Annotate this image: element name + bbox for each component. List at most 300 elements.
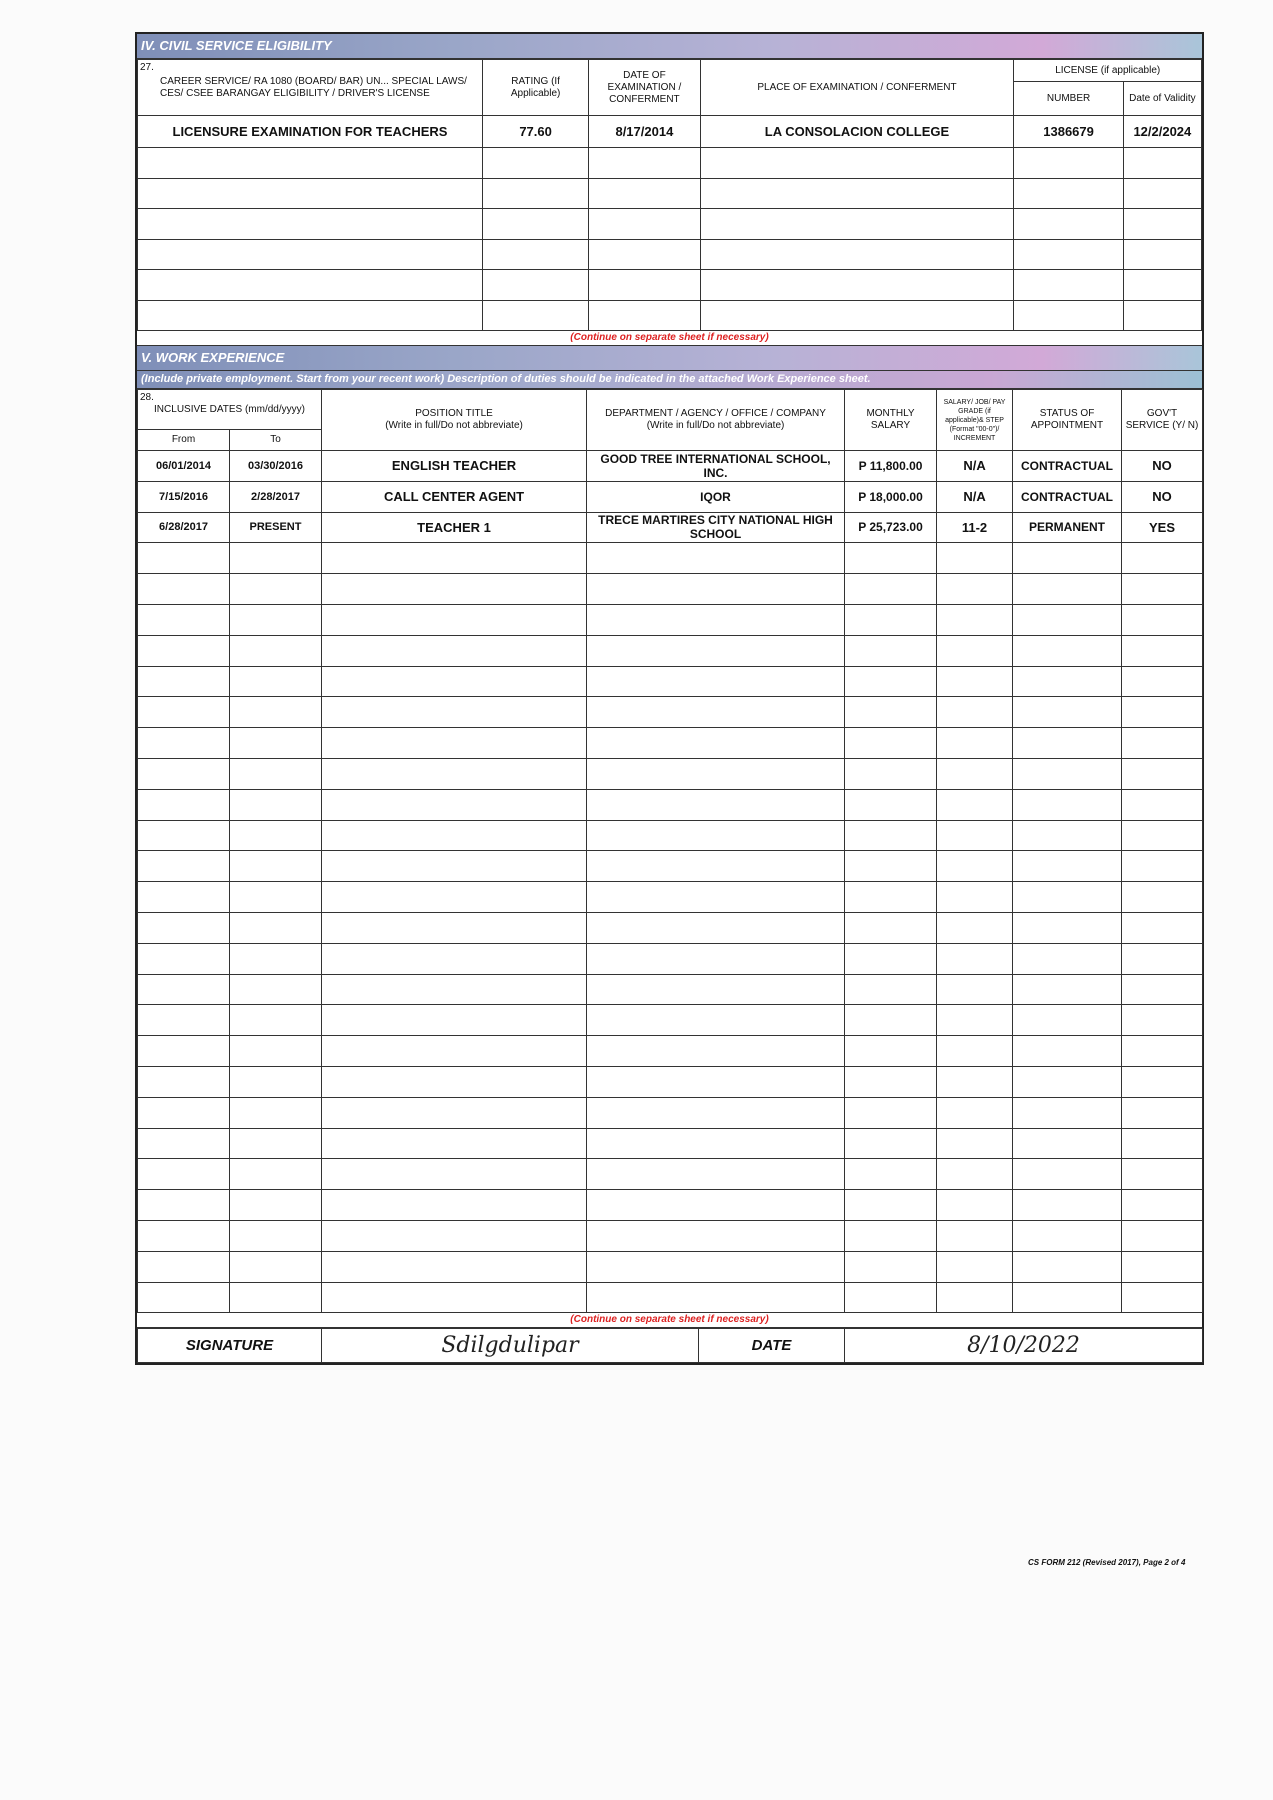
- grade-cell[interactable]: [937, 789, 1013, 820]
- grade-cell[interactable]: [937, 574, 1013, 605]
- position-cell[interactable]: [322, 851, 587, 882]
- department-cell[interactable]: [587, 943, 845, 974]
- rating-cell[interactable]: 77.60: [482, 116, 588, 148]
- status-cell[interactable]: [1013, 543, 1122, 574]
- blank-cell[interactable]: [1123, 239, 1201, 270]
- from-cell[interactable]: [138, 1097, 230, 1128]
- position-cell[interactable]: [322, 943, 587, 974]
- work-experience-section-title: V. WORK EXPERIENCE: [137, 345, 1202, 371]
- blank-cell[interactable]: [589, 270, 700, 301]
- from-cell[interactable]: 6/28/2017: [138, 512, 230, 543]
- department-cell[interactable]: [587, 758, 845, 789]
- grade-cell[interactable]: [937, 820, 1013, 851]
- to-cell[interactable]: [230, 666, 322, 697]
- from-cell[interactable]: 06/01/2014: [138, 451, 230, 482]
- blank-cell[interactable]: [482, 270, 588, 301]
- department-cell[interactable]: IQOR: [587, 481, 845, 512]
- salary-grade-header: SALARY/ JOB/ PAY GRADE (if applicable)& STEP (Format "00-0")/ INCREMENT: [937, 390, 1013, 451]
- blank-cell[interactable]: [1014, 148, 1123, 179]
- exam-date-cell[interactable]: 8/17/2014: [589, 116, 700, 148]
- exam-date-header: DATE OF EXAMINATION / CONFERMENT: [589, 60, 700, 116]
- grade-cell[interactable]: [937, 882, 1013, 913]
- salary-cell[interactable]: [845, 1190, 937, 1221]
- status-cell[interactable]: [1013, 912, 1122, 943]
- from-cell[interactable]: [138, 851, 230, 882]
- date-field[interactable]: 8/10/2022: [845, 1329, 1203, 1363]
- blank-cell[interactable]: [589, 148, 700, 179]
- inclusive-dates-header: 28. INCLUSIVE DATES (mm/dd/yyyy): [138, 390, 322, 430]
- to-header: To: [230, 430, 322, 451]
- govt-cell[interactable]: [1122, 820, 1203, 851]
- status-cell[interactable]: [1013, 1282, 1122, 1313]
- blank-cell[interactable]: [700, 148, 1014, 179]
- status-cell[interactable]: PERMANENT: [1013, 512, 1122, 543]
- blank-cell[interactable]: [1123, 148, 1201, 179]
- grade-cell[interactable]: [937, 1251, 1013, 1282]
- position-cell[interactable]: [322, 1190, 587, 1221]
- department-cell[interactable]: [587, 882, 845, 913]
- civil-service-section-title: IV. CIVIL SERVICE ELIGIBILITY: [137, 34, 1202, 59]
- salary-cell[interactable]: [845, 1220, 937, 1251]
- status-cell[interactable]: [1013, 635, 1122, 666]
- table-row: [138, 512, 1203, 543]
- salary-cell[interactable]: [845, 943, 937, 974]
- signature-row: [137, 1328, 1203, 1363]
- to-cell[interactable]: [230, 882, 322, 913]
- work-experience-subtitle: (Include private employment. Start from your recent work) Description of duties should be indicated in the attached Work Experience sheet.: [137, 371, 1202, 389]
- blank-cell[interactable]: [1014, 300, 1123, 331]
- position-cell[interactable]: [322, 789, 587, 820]
- from-cell[interactable]: [138, 604, 230, 635]
- status-cell[interactable]: [1013, 943, 1122, 974]
- from-cell[interactable]: [138, 1128, 230, 1159]
- salary-cell[interactable]: [845, 1282, 937, 1313]
- grade-cell[interactable]: [937, 1128, 1013, 1159]
- department-cell[interactable]: [587, 604, 845, 635]
- blank-cell[interactable]: [138, 209, 483, 240]
- status-cell[interactable]: [1013, 697, 1122, 728]
- blank-cell[interactable]: [482, 239, 588, 270]
- from-cell[interactable]: [138, 1251, 230, 1282]
- grade-cell[interactable]: [937, 943, 1013, 974]
- eligibility-cell[interactable]: LICENSURE EXAMINATION FOR TEACHERS: [138, 116, 483, 148]
- grade-cell[interactable]: [937, 604, 1013, 635]
- table-row-blank: [138, 820, 1203, 851]
- grade-cell[interactable]: [937, 666, 1013, 697]
- item-number-27: 27.: [140, 62, 154, 73]
- to-cell[interactable]: [230, 574, 322, 605]
- govt-cell[interactable]: [1122, 1066, 1203, 1097]
- from-cell[interactable]: [138, 1066, 230, 1097]
- to-cell[interactable]: [230, 697, 322, 728]
- salary-cell[interactable]: P 18,000.00: [845, 481, 937, 512]
- salary-cell[interactable]: [845, 697, 937, 728]
- department-cell[interactable]: [587, 1066, 845, 1097]
- from-cell[interactable]: [138, 1036, 230, 1067]
- govt-cell[interactable]: [1122, 912, 1203, 943]
- status-cell[interactable]: [1013, 1128, 1122, 1159]
- salary-cell[interactable]: [845, 1066, 937, 1097]
- salary-cell[interactable]: [845, 974, 937, 1005]
- to-cell[interactable]: 03/30/2016: [230, 451, 322, 482]
- department-cell[interactable]: [587, 851, 845, 882]
- salary-cell[interactable]: [845, 851, 937, 882]
- salary-cell[interactable]: [845, 912, 937, 943]
- salary-cell[interactable]: [845, 789, 937, 820]
- from-cell[interactable]: [138, 882, 230, 913]
- position-cell[interactable]: [322, 820, 587, 851]
- grade-cell[interactable]: [937, 851, 1013, 882]
- position-cell[interactable]: [322, 728, 587, 759]
- to-cell[interactable]: [230, 1097, 322, 1128]
- department-cell[interactable]: [587, 1220, 845, 1251]
- salary-cell[interactable]: [845, 635, 937, 666]
- from-cell[interactable]: [138, 574, 230, 605]
- to-cell[interactable]: [230, 1005, 322, 1036]
- from-cell[interactable]: [138, 789, 230, 820]
- from-cell[interactable]: [138, 543, 230, 574]
- blank-cell[interactable]: [700, 239, 1014, 270]
- grade-cell[interactable]: [937, 728, 1013, 759]
- department-cell[interactable]: [587, 912, 845, 943]
- status-cell[interactable]: [1013, 1097, 1122, 1128]
- salary-cell[interactable]: [845, 1036, 937, 1067]
- grade-cell[interactable]: [937, 1282, 1013, 1313]
- status-cell[interactable]: [1013, 604, 1122, 635]
- govt-cell[interactable]: [1122, 1282, 1203, 1313]
- to-cell[interactable]: [230, 604, 322, 635]
- govt-cell[interactable]: NO: [1122, 481, 1203, 512]
- table-row-blank: [138, 270, 1202, 301]
- department-cell[interactable]: [587, 728, 845, 759]
- blank-cell[interactable]: [138, 300, 483, 331]
- position-cell[interactable]: [322, 1251, 587, 1282]
- table-row-blank: [138, 666, 1203, 697]
- from-cell[interactable]: [138, 1190, 230, 1221]
- blank-cell[interactable]: [700, 209, 1014, 240]
- govt-cell[interactable]: [1122, 728, 1203, 759]
- status-cell[interactable]: [1013, 728, 1122, 759]
- rating-header: RATING (If Applicable): [482, 60, 588, 116]
- status-cell[interactable]: CONTRACTUAL: [1013, 451, 1122, 482]
- position-cell[interactable]: [322, 1005, 587, 1036]
- from-cell[interactable]: [138, 697, 230, 728]
- status-header: STATUS OF APPOINTMENT: [1013, 390, 1122, 451]
- license-number-cell[interactable]: 1386679: [1014, 116, 1123, 148]
- position-cell[interactable]: [322, 912, 587, 943]
- status-cell[interactable]: CONTRACTUAL: [1013, 481, 1122, 512]
- blank-cell[interactable]: [482, 300, 588, 331]
- blank-cell[interactable]: [589, 239, 700, 270]
- status-cell[interactable]: [1013, 666, 1122, 697]
- from-cell[interactable]: [138, 1005, 230, 1036]
- govt-cell[interactable]: [1122, 943, 1203, 974]
- position-cell[interactable]: [322, 1128, 587, 1159]
- to-cell[interactable]: [230, 1128, 322, 1159]
- grade-cell[interactable]: [937, 1159, 1013, 1190]
- table-row-blank: [138, 758, 1203, 789]
- govt-cell[interactable]: [1122, 1220, 1203, 1251]
- position-cell[interactable]: [322, 1066, 587, 1097]
- from-cell[interactable]: [138, 1159, 230, 1190]
- grade-cell[interactable]: N/A: [937, 481, 1013, 512]
- table-row-blank: [138, 1036, 1203, 1067]
- blank-cell[interactable]: [700, 300, 1014, 331]
- position-cell[interactable]: [322, 666, 587, 697]
- position-cell[interactable]: [322, 574, 587, 605]
- status-cell[interactable]: [1013, 1066, 1122, 1097]
- position-cell[interactable]: [322, 697, 587, 728]
- to-cell[interactable]: [230, 943, 322, 974]
- to-cell[interactable]: [230, 543, 322, 574]
- position-cell[interactable]: [322, 974, 587, 1005]
- from-cell[interactable]: [138, 820, 230, 851]
- table-row-blank: [138, 882, 1203, 913]
- to-cell[interactable]: [230, 851, 322, 882]
- position-cell[interactable]: CALL CENTER AGENT: [322, 481, 587, 512]
- department-cell[interactable]: [587, 574, 845, 605]
- position-cell[interactable]: [322, 1159, 587, 1190]
- blank-cell[interactable]: [700, 270, 1014, 301]
- grade-cell[interactable]: N/A: [937, 451, 1013, 482]
- position-cell[interactable]: [322, 1097, 587, 1128]
- grade-cell[interactable]: [937, 912, 1013, 943]
- status-cell[interactable]: [1013, 820, 1122, 851]
- salary-cell[interactable]: [845, 1128, 937, 1159]
- department-cell[interactable]: [587, 1005, 845, 1036]
- department-cell[interactable]: [587, 789, 845, 820]
- grade-cell[interactable]: [937, 697, 1013, 728]
- salary-cell[interactable]: P 11,800.00: [845, 451, 937, 482]
- to-cell[interactable]: [230, 1066, 322, 1097]
- department-cell[interactable]: [587, 666, 845, 697]
- blank-cell[interactable]: [482, 209, 588, 240]
- department-cell[interactable]: [587, 1097, 845, 1128]
- from-cell[interactable]: 7/15/2016: [138, 481, 230, 512]
- to-cell[interactable]: [230, 635, 322, 666]
- blank-cell[interactable]: [482, 148, 588, 179]
- govt-cell[interactable]: YES: [1122, 512, 1203, 543]
- blank-cell[interactable]: [1014, 239, 1123, 270]
- status-cell[interactable]: [1013, 974, 1122, 1005]
- from-cell[interactable]: [138, 635, 230, 666]
- position-cell[interactable]: [322, 1036, 587, 1067]
- position-cell[interactable]: [322, 758, 587, 789]
- from-cell[interactable]: [138, 974, 230, 1005]
- blank-cell[interactable]: [1123, 209, 1201, 240]
- govt-cell[interactable]: [1122, 1251, 1203, 1282]
- position-cell[interactable]: [322, 1220, 587, 1251]
- to-cell[interactable]: [230, 728, 322, 759]
- from-cell[interactable]: [138, 728, 230, 759]
- department-cell[interactable]: [587, 697, 845, 728]
- status-cell[interactable]: [1013, 1159, 1122, 1190]
- department-cell[interactable]: [587, 1159, 845, 1190]
- to-cell[interactable]: [230, 1220, 322, 1251]
- work-experience-table: [137, 389, 1203, 1313]
- to-cell[interactable]: [230, 1190, 322, 1221]
- department-cell[interactable]: [587, 543, 845, 574]
- govt-cell[interactable]: [1122, 1036, 1203, 1067]
- grade-cell[interactable]: [937, 974, 1013, 1005]
- department-cell[interactable]: [587, 974, 845, 1005]
- to-cell[interactable]: 2/28/2017: [230, 481, 322, 512]
- position-cell[interactable]: [322, 635, 587, 666]
- blank-cell[interactable]: [589, 209, 700, 240]
- department-cell[interactable]: [587, 1282, 845, 1313]
- govt-cell[interactable]: NO: [1122, 451, 1203, 482]
- department-cell[interactable]: [587, 1190, 845, 1221]
- govt-cell[interactable]: [1122, 1005, 1203, 1036]
- status-cell[interactable]: [1013, 1190, 1122, 1221]
- blank-cell[interactable]: [1014, 209, 1123, 240]
- table-row-blank: [138, 728, 1203, 759]
- to-cell[interactable]: [230, 820, 322, 851]
- blank-cell[interactable]: [138, 270, 483, 301]
- govt-cell[interactable]: [1122, 758, 1203, 789]
- table-row-blank: [138, 1159, 1203, 1190]
- to-cell[interactable]: [230, 1159, 322, 1190]
- blank-cell[interactable]: [482, 178, 588, 209]
- department-cell[interactable]: [587, 635, 845, 666]
- status-cell[interactable]: [1013, 789, 1122, 820]
- table-row-blank: [138, 148, 1202, 179]
- position-cell[interactable]: TEACHER 1: [322, 512, 587, 543]
- to-cell[interactable]: PRESENT: [230, 512, 322, 543]
- govt-cell[interactable]: [1122, 574, 1203, 605]
- signature-label: SIGNATURE: [138, 1329, 322, 1363]
- salary-cell[interactable]: [845, 728, 937, 759]
- govt-service-header: GOV'T SERVICE (Y/ N): [1122, 390, 1203, 451]
- status-cell[interactable]: [1013, 1251, 1122, 1282]
- blank-cell[interactable]: [1123, 178, 1201, 209]
- govt-cell[interactable]: [1122, 789, 1203, 820]
- from-cell[interactable]: [138, 666, 230, 697]
- salary-cell[interactable]: [845, 758, 937, 789]
- table-row-blank: [138, 574, 1203, 605]
- exam-place-cell[interactable]: LA CONSOLACION COLLEGE: [700, 116, 1014, 148]
- salary-cell[interactable]: [845, 666, 937, 697]
- govt-cell[interactable]: [1122, 974, 1203, 1005]
- status-cell[interactable]: [1013, 851, 1122, 882]
- govt-cell[interactable]: [1122, 851, 1203, 882]
- license-number-header: NUMBER: [1014, 82, 1123, 116]
- table-row-blank: [138, 178, 1202, 209]
- salary-cell[interactable]: [845, 1159, 937, 1190]
- blank-cell[interactable]: [138, 239, 483, 270]
- govt-cell[interactable]: [1122, 697, 1203, 728]
- from-cell[interactable]: [138, 758, 230, 789]
- monthly-salary-header: MONTHLY SALARY: [845, 390, 937, 451]
- department-cell[interactable]: TRECE MARTIRES CITY NATIONAL HIGH SCHOOL: [587, 512, 845, 543]
- status-cell[interactable]: [1013, 1220, 1122, 1251]
- govt-cell[interactable]: [1122, 1128, 1203, 1159]
- to-cell[interactable]: [230, 1251, 322, 1282]
- grade-cell[interactable]: [937, 1036, 1013, 1067]
- table-row-blank: [138, 1190, 1203, 1221]
- grade-cell[interactable]: [937, 1005, 1013, 1036]
- govt-cell[interactable]: [1122, 882, 1203, 913]
- status-cell[interactable]: [1013, 758, 1122, 789]
- position-cell[interactable]: [322, 543, 587, 574]
- govt-cell[interactable]: [1122, 604, 1203, 635]
- position-cell[interactable]: [322, 882, 587, 913]
- status-cell[interactable]: [1013, 574, 1122, 605]
- blank-cell[interactable]: [1014, 178, 1123, 209]
- govt-cell[interactable]: [1122, 1159, 1203, 1190]
- department-cell[interactable]: [587, 1036, 845, 1067]
- department-cell[interactable]: [587, 820, 845, 851]
- grade-cell[interactable]: [937, 758, 1013, 789]
- status-cell[interactable]: [1013, 1005, 1122, 1036]
- salary-cell[interactable]: [845, 604, 937, 635]
- grade-cell[interactable]: [937, 1097, 1013, 1128]
- grade-cell[interactable]: [937, 1220, 1013, 1251]
- status-cell[interactable]: [1013, 882, 1122, 913]
- blank-cell[interactable]: [1123, 300, 1201, 331]
- blank-cell[interactable]: [589, 300, 700, 331]
- signature-field[interactable]: Sdilgdulipar: [322, 1329, 699, 1363]
- to-cell[interactable]: [230, 1036, 322, 1067]
- salary-cell[interactable]: [845, 820, 937, 851]
- govt-cell[interactable]: [1122, 635, 1203, 666]
- to-cell[interactable]: [230, 789, 322, 820]
- from-cell[interactable]: [138, 1220, 230, 1251]
- govt-cell[interactable]: [1122, 666, 1203, 697]
- department-cell[interactable]: [587, 1128, 845, 1159]
- salary-cell[interactable]: [845, 574, 937, 605]
- blank-cell[interactable]: [1014, 270, 1123, 301]
- position-cell[interactable]: [322, 1282, 587, 1313]
- department-cell[interactable]: [587, 1251, 845, 1282]
- salary-cell[interactable]: [845, 543, 937, 574]
- to-cell[interactable]: [230, 974, 322, 1005]
- salary-cell[interactable]: [845, 1251, 937, 1282]
- status-cell[interactable]: [1013, 1036, 1122, 1067]
- from-cell[interactable]: [138, 943, 230, 974]
- to-cell[interactable]: [230, 912, 322, 943]
- blank-cell[interactable]: [1123, 270, 1201, 301]
- department-cell[interactable]: GOOD TREE INTERNATIONAL SCHOOL, INC.: [587, 451, 845, 482]
- blank-cell[interactable]: [700, 178, 1014, 209]
- govt-cell[interactable]: [1122, 1097, 1203, 1128]
- grade-cell[interactable]: [937, 635, 1013, 666]
- from-cell[interactable]: [138, 912, 230, 943]
- salary-cell[interactable]: [845, 1097, 937, 1128]
- blank-cell[interactable]: [589, 178, 700, 209]
- govt-cell[interactable]: [1122, 1190, 1203, 1221]
- form-number: CS FORM 212 (Revised 2017), Page 2 of 4: [1028, 1558, 1186, 1567]
- table-row-blank: [138, 300, 1202, 331]
- table-row-blank: [138, 697, 1203, 728]
- grade-cell[interactable]: [937, 543, 1013, 574]
- grade-cell[interactable]: [937, 1066, 1013, 1097]
- govt-cell[interactable]: [1122, 543, 1203, 574]
- grade-cell[interactable]: 11-2: [937, 512, 1013, 543]
- salary-cell[interactable]: [845, 882, 937, 913]
- position-cell[interactable]: [322, 604, 587, 635]
- position-cell[interactable]: ENGLISH TEACHER: [322, 451, 587, 482]
- salary-cell[interactable]: [845, 1005, 937, 1036]
- blank-cell[interactable]: [138, 148, 483, 179]
- to-cell[interactable]: [230, 758, 322, 789]
- to-cell[interactable]: [230, 1282, 322, 1313]
- salary-cell[interactable]: P 25,723.00: [845, 512, 937, 543]
- grade-cell[interactable]: [937, 1190, 1013, 1221]
- from-cell[interactable]: [138, 1282, 230, 1313]
- license-validity-cell[interactable]: 12/2/2024: [1123, 116, 1201, 148]
- blank-cell[interactable]: [138, 178, 483, 209]
